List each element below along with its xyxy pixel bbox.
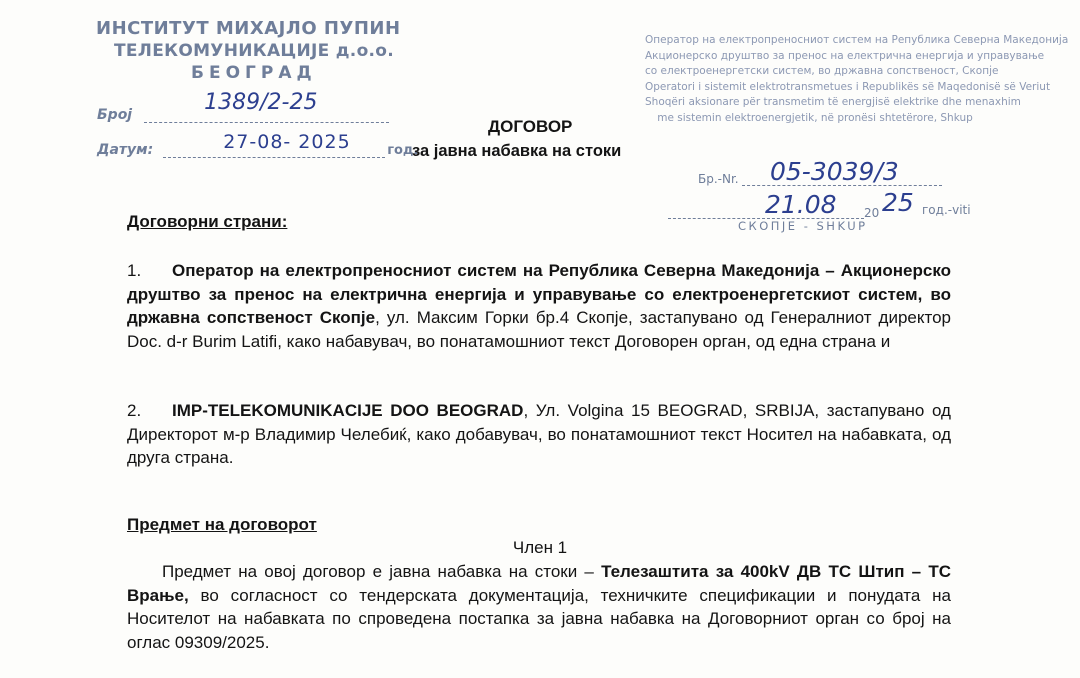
party-1-number: 1. [127, 261, 142, 280]
stamp-right-line: Operatori i sistemit elektrotransmetues i Republikës së Maqedonisë së Veriut [645, 80, 1051, 93]
stamp-right-line: Оператор на електропреносниот систем на Република Северна Македонија [645, 34, 1069, 46]
broj-field [97, 90, 389, 123]
party-2-paragraph [127, 399, 951, 470]
datum-field [97, 133, 418, 158]
article-1-subject: Телезаштита за 400kV ДВ ТС Штип – ТС Врање, [127, 562, 951, 605]
subject-heading: Предмет на договорот [127, 515, 317, 534]
stamp-line-1: ИНСТИТУТ МИХАЈЛО ПУПИН [96, 18, 401, 39]
stamp-right-line: Shoqëri aksionare për transmetim të energjisë elektrike dhe menaxhim [645, 96, 1021, 108]
broj-label: Број [97, 107, 133, 123]
reg-br-handwritten: 05-3039/3 [770, 157, 899, 186]
party-2-details: , Ул. Volgina 15 BEOGRAD, SRBIJA, застапувано од Директорот м-р Владимир Челебиќ, како добавувач, во понатамошниот текст Носител на набавката, од друга страна. [127, 401, 951, 467]
parties-heading: Договорни страни: [127, 212, 288, 231]
article-1-paragraph [127, 560, 951, 654]
reg-god-label: год.-viti [922, 203, 971, 217]
datum-stamped: 27-08- 2025 [223, 131, 351, 153]
stamp-line-2: ТЕЛЕКОМУНИКАЦИЈЕ д.о.о. [114, 41, 395, 61]
stamp-right-line: me sistemin elektroenergjetik, në pronësi shtetërore, Shkup [657, 111, 973, 124]
party-2-number: 2. [127, 401, 142, 420]
reg-br-label: Бр.-Nr. [698, 172, 739, 186]
operator-stamp [645, 33, 1069, 126]
broj-handwritten: 1389/2-25 [204, 90, 318, 115]
party-1-details: , ул. Максим Горки бр.4 Скопје, застапувано од Генералниот директор Doc. d-r Burim Latifi, како набавувач, во понатамошниот текст Договорен орган, од една страна и [127, 308, 951, 351]
reg-city: СКОПЈЕ - SHKUP [738, 219, 868, 233]
party-1-name: Оператор на електропреносниот систем на Република Северна Македонија – Акционерско друштво за пренос на електрична енергија и управување со електроенергетскиот систем, во државна сопственост Скопје [127, 261, 951, 327]
reg-year-prefix: 20 [864, 206, 880, 220]
document-title: ДОГОВОР [488, 117, 573, 136]
institute-stamp [96, 18, 426, 83]
reg-year-handwritten: 25 [882, 188, 914, 217]
article-1-text-end: во согласност со тендерската документација, техничките спецификации и понудата на Носителот на набавката по спроведена постапка за јавна набавка на Договорниот орган со број на оглас 09309/2025. [127, 585, 951, 652]
document-subtitle: за јавна набавка на стоки [412, 142, 622, 160]
stamp-right-line: Акционерско друштво за пренос на електрична енергија и управување [645, 49, 1045, 62]
party-1-paragraph [127, 259, 951, 353]
party-2-name: IMP-TELEKOMUNIKACIJE DOO BEOGRAD [172, 401, 524, 420]
datum-label: Датум: [97, 142, 154, 158]
article-1-title: Член 1 [512, 538, 568, 557]
reg-date-handwritten: 21.08 [765, 190, 837, 219]
god-label: год. [387, 143, 419, 158]
stamp-line-3: БЕОГРАД [191, 63, 317, 83]
article-1-text-start: Предмет на овој договор е јавна набавка на стоки – [162, 562, 602, 581]
stamp-right-line: со електроенергетски систем, во државна сопственост, Скопје [645, 65, 999, 77]
